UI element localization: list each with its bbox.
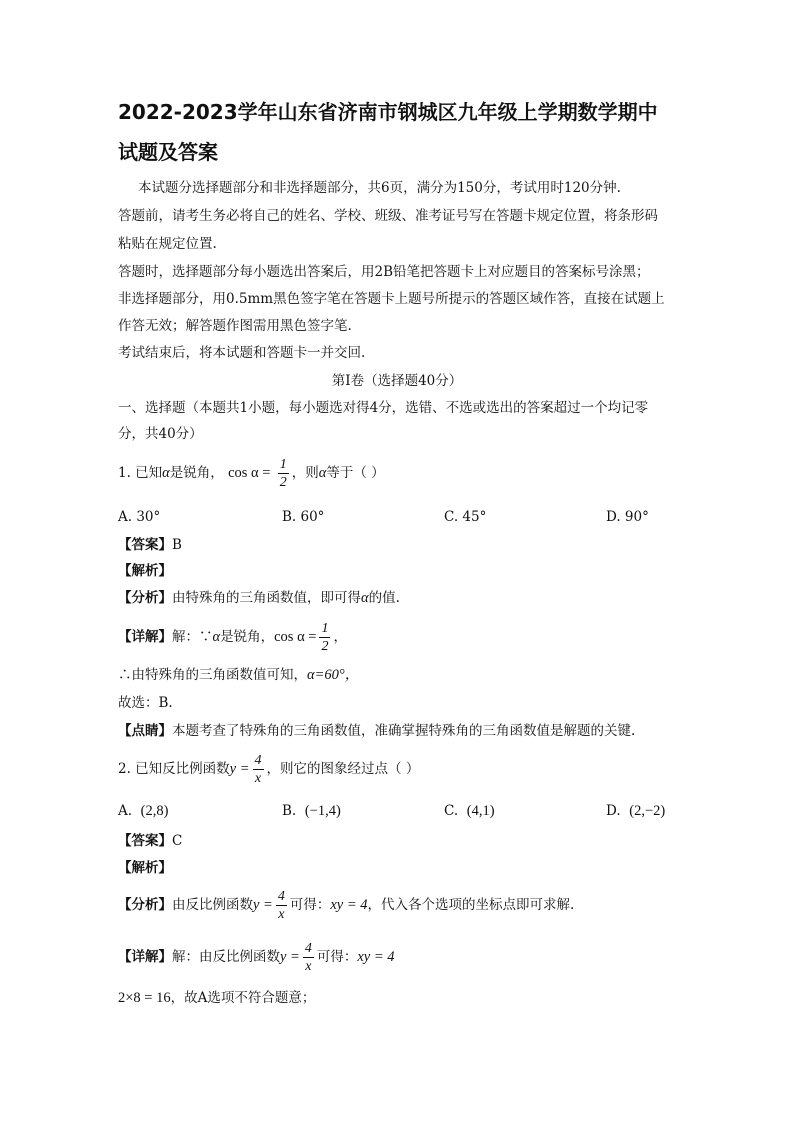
part1-heading-line2: 分，共40分） [118, 426, 203, 442]
q1-option-c: C. 45° [444, 509, 487, 525]
question-2: 2. 已知反比例函数y = $\frac{4}{x}$ ，则它的图象经过点（ ） [118, 753, 420, 786]
q2-fraction: $\frac{4}{x}$ [254, 753, 262, 786]
q1-xiangjie: 【详解】解：∵α是锐角，cos α = $\frac{1}{2}$ ， [118, 621, 347, 654]
q2-option-b: B. (−1,4) [282, 803, 341, 819]
q1-option-d: D. 90° [606, 509, 649, 525]
doc-title-line2: 试题及答案 [118, 140, 218, 164]
doc-title-line1: 2022-2023学年山东省济南市钢城区九年级上学期数学期中 [118, 100, 658, 124]
q2-option-c: C. (4,1) [444, 803, 495, 819]
q1-detail-line2: ∴由特殊角的三角函数值可知，α=60°， [118, 667, 360, 683]
question-1: 1. 已知α是锐角， cos α = $\frac{1}{2}$ ，则α等于（ ） [118, 457, 385, 490]
q2-option-d: D. (2,−2) [606, 803, 666, 819]
q1-dianjing: 【点睛】本题考查了特殊角的三角函数值，准确掌握特殊角的三角函数值是解题的关键. [118, 723, 636, 739]
part1-heading-line1: 一、选择题（本题共1小题，每小题选对得4分，选错、不选或选出的答案超过一个均记零 [118, 400, 649, 416]
intro-line-2: 答题前，请考生务必将自己的姓名、学校、班级、准考证号写在答题卡规定位置，将条形码 [118, 208, 658, 224]
q2-answer: 【答案】C [118, 833, 183, 849]
intro-line-4: 答题时，选择题部分每小题选出答案后，用2B铅笔把答题卡上对应题目的答案标号涂黑； [118, 264, 650, 280]
q1-answer: 【答案】B [118, 537, 182, 553]
intro-line-6: 作答无效；解答题作图需用黑色签字笔. [118, 318, 352, 334]
section-heading: 第Ⅰ卷（选择题40分） [331, 373, 463, 389]
q1-fraction: $\frac{1}{2}$ [279, 457, 287, 490]
q2-check-line: 2×8 = 16，故A选项不符合题意； [118, 990, 316, 1006]
q1-analysis-label: 【解析】 [118, 563, 172, 579]
q2-option-a: A. (2,8) [118, 803, 169, 819]
intro-line-3: 粘贴在规定位置. [118, 236, 217, 252]
q1-detail-line3: 故选：B. [118, 695, 173, 711]
q2-fenxi: 【分析】由反比例函数y = $\frac{4}{x}$ 可得：xy = 4，代入各个选项的坐标点即可求解. [118, 889, 575, 922]
intro-line-5: 非选择题部分，用0.5mm黑色签字笔在答题卡上题号所提示的答题区域作答，直接在试题上 [118, 291, 665, 307]
q1-fenxi: 【分析】由特殊角的三角函数值，即可得α的值. [118, 590, 400, 606]
q1-option-b: B. 60° [282, 509, 325, 525]
intro-line-7: 考试结束后，将本试题和答题卡一并交回. [118, 345, 366, 361]
q2-analysis-label: 【解析】 [118, 860, 172, 876]
q1-cos-expression: cos α = [228, 465, 271, 481]
q2-xiangjie: 【详解】解：由反比例函数y = $\frac{4}{x}$ 可得：xy = 4 [118, 941, 395, 974]
q1-option-a: A. 30° [118, 509, 161, 525]
intro-line-1: 本试题分选择题部分和非选择题部分，共6页，满分为150分，考试用时120分钟. [138, 180, 621, 196]
